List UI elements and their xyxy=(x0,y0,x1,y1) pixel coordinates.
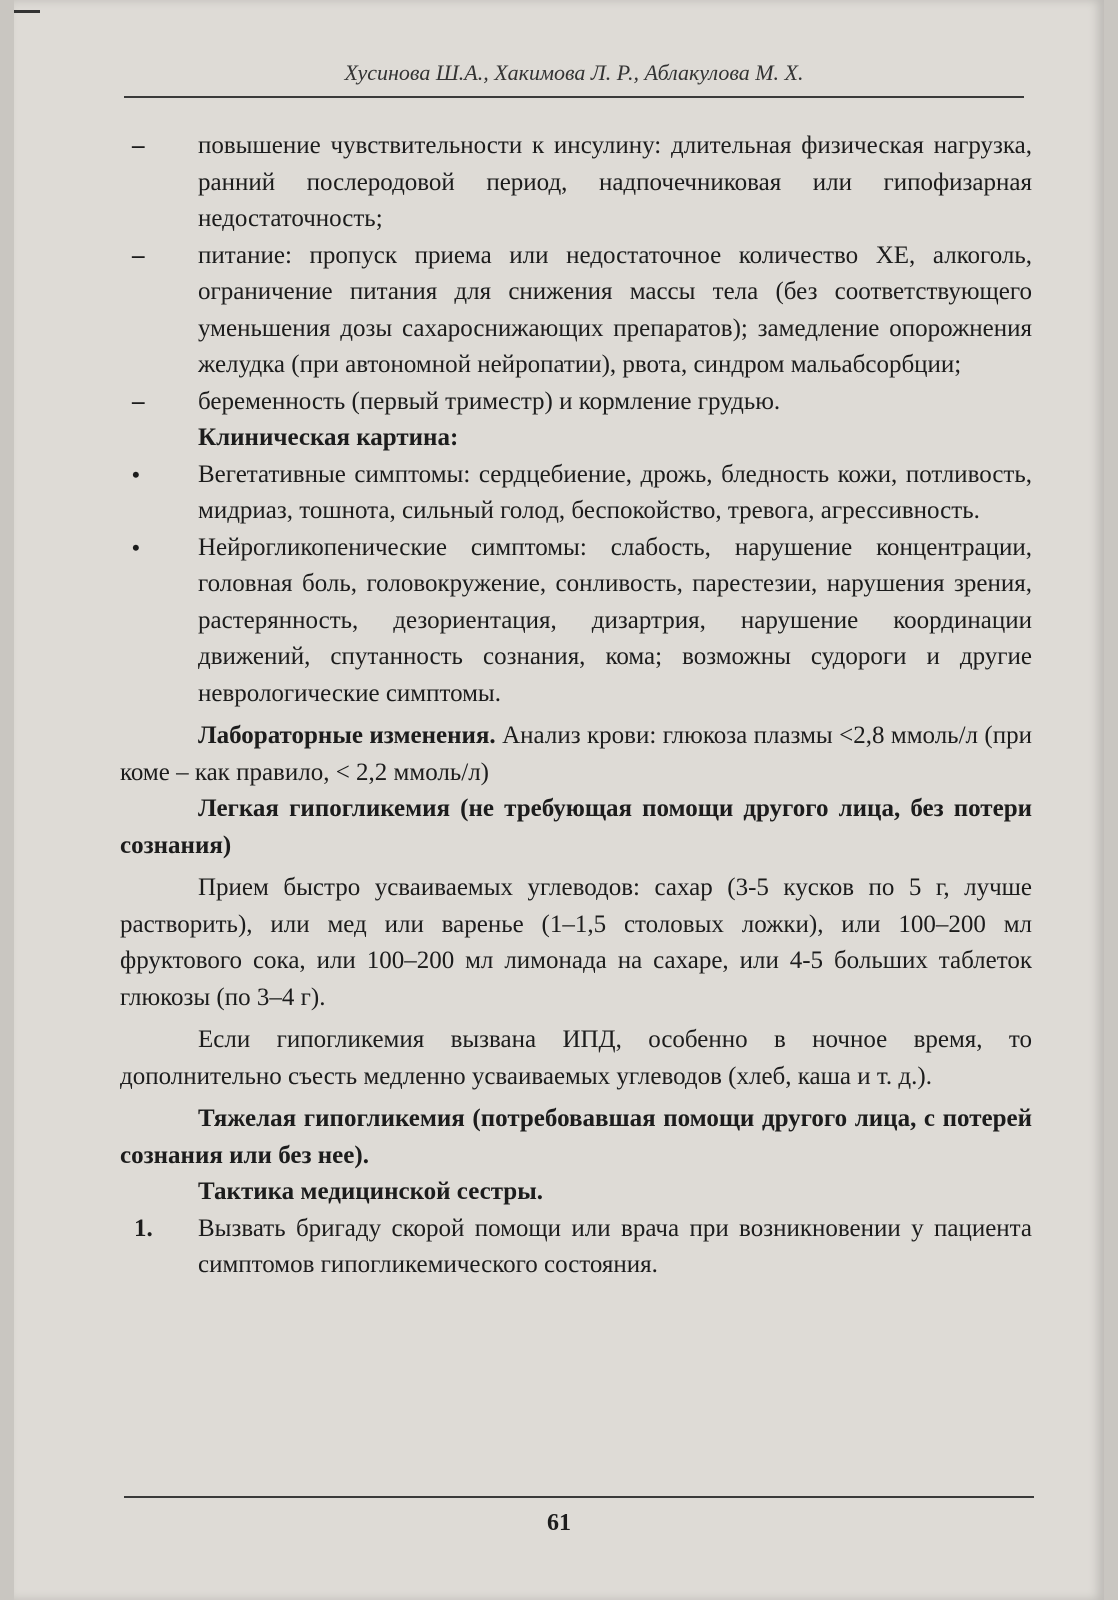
bullet-marker: • xyxy=(132,461,140,487)
section-heading-clinical: Клиническая картина: xyxy=(198,424,459,451)
list-item-text: Нейрогликопенические симптомы: слабость, нарушение концентрации, головная боль, головокружение, сонливость, парестезии, нарушения зрения, растерянность, дезориентация, дизартрия, нарушение координации движений, спутанность сознания, кома; возможны судороги и другие неврологические симптомы. xyxy=(198,533,1032,707)
header-rule xyxy=(124,96,1024,98)
running-header: Хусинова Ш.А., Хакимова Л. Р., Аблакулова М. Х. xyxy=(344,60,804,85)
page-content xyxy=(120,128,1032,1284)
mild-paragraph-2: Если гипогликемия вызвана ИПД, особенно в ночное время, то дополнительно съесть медленно усваиваемых углеводов (хлеб, каша и т. д.). xyxy=(120,1026,1032,1090)
list-item-text: питание: пропуск приема или недостаточное количество ХЕ, алкоголь, ограничение питания для снижения массы тела (без соответствующего уменьшения дозы сахароснижающих препаратов); замедление опорожнения желудка (при автономной нейропатии), рвота, синдром мальабсорбции; xyxy=(198,241,1032,378)
dash-marker: – xyxy=(132,241,145,269)
lab-text: Анализ крови: глюкоза плазмы <2,8 ммоль/л (при коме – как правило, < 2,2 ммоль/л) xyxy=(120,722,1032,786)
section-heading-severe: Тяжелая гипогликемия (потребовавшая помощи другого лица, с потерей сознания или без нее). xyxy=(120,1105,1032,1169)
list-item xyxy=(120,457,1032,530)
footer-rule xyxy=(124,1496,1034,1498)
mild-paragraph-1: Прием быстро усваиваемых углеводов: сахар (3-5 кусков по 5 г, лучше растворить), или мед или варенье (1–1,5 столовых ложки), или 100–200 мл фруктового сока, или 100–200 мл лимонада на сахаре, или 4-5 больших таблеток глюкозы (по 3–4 г). xyxy=(120,874,1032,1011)
section-heading-tactics: Тактика медицинской сестры. xyxy=(198,1178,543,1205)
list-item-text: Вызвать бригаду скорой помощи или врача при возникновении у пациента симптомов гипогликемического состояния. xyxy=(198,1214,1032,1278)
list-item-text: повышение чувствительности к инсулину: длительная физическая нагрузка, ранний послеродовой период, надпочечниковая или гипофизарная недостаточность; xyxy=(198,132,1032,232)
dash-marker: – xyxy=(132,387,145,415)
list-item-text: Вегетативные симптомы: сердцебиение, дрожь, бледность кожи, потливость, мидриаз, тошнота, сильный голод, беспокойство, тревога, агрессивность. xyxy=(198,460,1032,524)
list-item xyxy=(120,1211,1032,1284)
number-marker: 1. xyxy=(134,1214,153,1242)
list-item xyxy=(120,128,1032,238)
list-item-text: беременность (первый триместр) и кормление грудью. xyxy=(198,387,781,415)
page-number: 61 xyxy=(547,1510,571,1536)
lab-paragraph xyxy=(120,718,1032,791)
bullet-marker: • xyxy=(132,534,140,560)
section-heading-mild: Легкая гипогликемия (не требующая помощи другого лица, без потери сознания) xyxy=(120,795,1032,859)
list-item xyxy=(120,238,1032,384)
list-item xyxy=(120,384,1032,421)
dash-marker: – xyxy=(132,132,145,159)
list-item xyxy=(120,530,1032,713)
corner-mark xyxy=(14,10,40,13)
book-page xyxy=(14,0,1104,1600)
lab-label: Лабораторные изменения. xyxy=(198,722,496,749)
